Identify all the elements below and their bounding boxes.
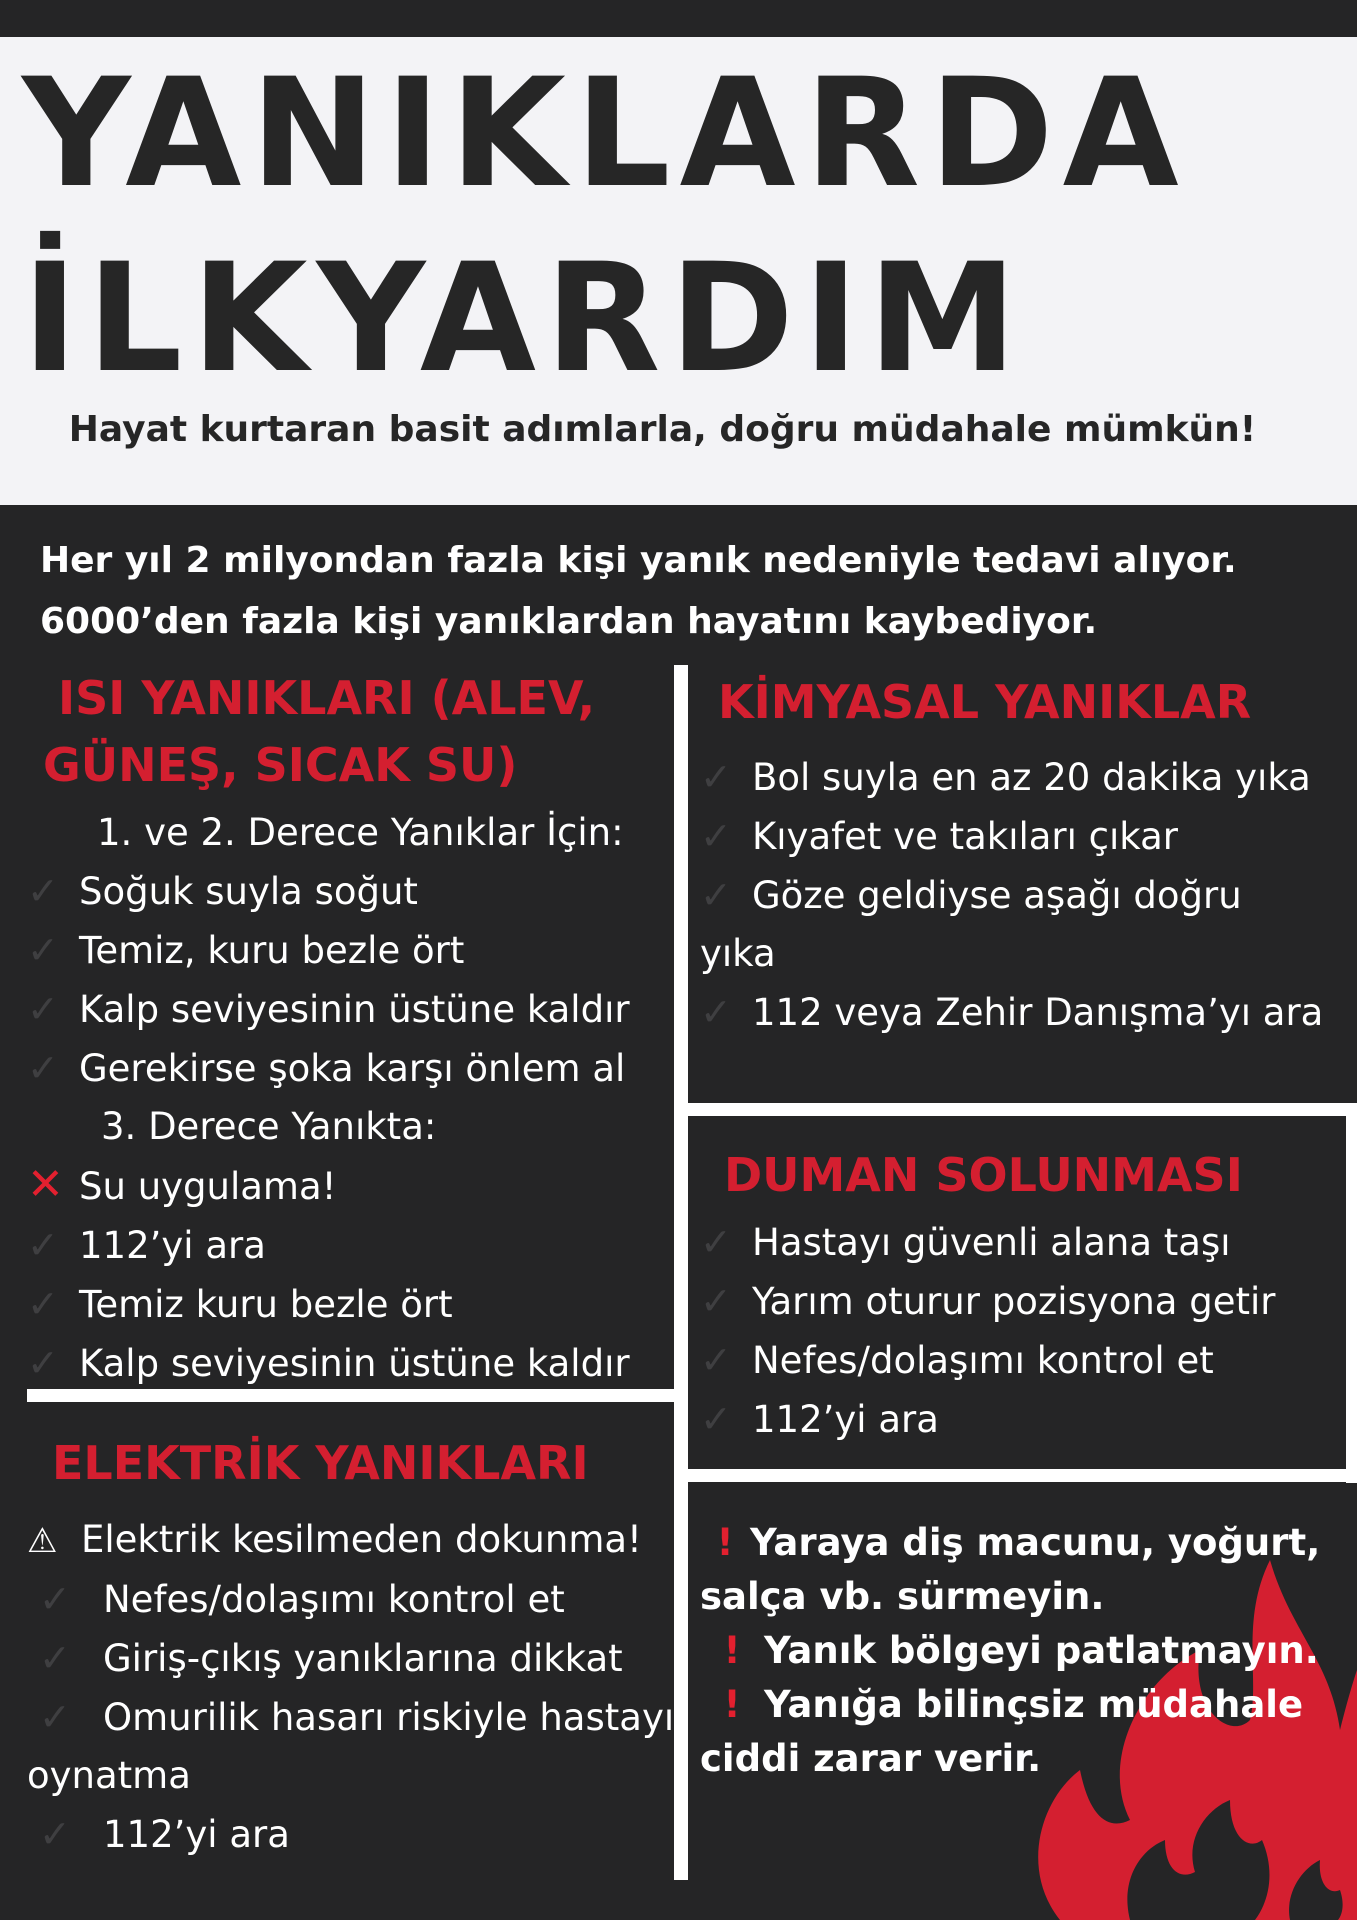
list-item: ✓ Gerekirse şoka karşı önlem al <box>27 1039 630 1098</box>
list-item: ✓ Temiz kuru bezle ört <box>27 1275 630 1334</box>
warning-line1: ! Yaraya diş macunu, yoğurt, <box>700 1516 1350 1570</box>
right-horizontal-divider-2 <box>688 1469 1357 1482</box>
list-item: ✓ 112 veya Zehir Danışma’yı ara <box>700 983 1323 1042</box>
list-item <box>27 804 630 862</box>
page-title-line2: İLKYARDIM <box>22 232 1027 406</box>
top-band <box>0 0 1357 37</box>
warning-line4: ! Yanığa bilinçsiz müdahale <box>700 1678 1350 1732</box>
list-item: ✓ Omurilik hasarı riskiyle hastayı <box>27 1688 674 1747</box>
list-item: ✓ Kıyafet ve takıları çıkar <box>700 807 1323 866</box>
warning-triangle-icon: ⚠ <box>27 1521 58 1561</box>
vertical-divider <box>674 665 688 1880</box>
exclamation-icon: ! <box>723 1629 741 1672</box>
warning-line2: salça vb. sürmeyin. <box>700 1575 1105 1618</box>
right-edge-divider <box>1346 1103 1357 1483</box>
check-icon: ✓ <box>39 1812 71 1856</box>
list-item: ✓ Göze geldiyse aşağı doğru <box>700 866 1323 925</box>
kimyasal-title: KİMYASAL YANIKLAR <box>718 675 1252 729</box>
check-icon: ✓ <box>700 814 732 858</box>
list-item: ⚠ Elektrik kesilmeden dokunma! <box>27 1511 674 1570</box>
isi-list <box>27 804 630 1393</box>
list-item: ✓ 112’yi ara <box>27 1216 630 1275</box>
check-icon: ✓ <box>27 1046 59 1090</box>
warning-line5: ciddi zarar verir. <box>700 1737 1042 1780</box>
check-icon: ✓ <box>700 1338 732 1382</box>
check-icon: ✓ <box>27 928 59 972</box>
check-icon: ✓ <box>39 1577 71 1621</box>
page-title-line1: YANIKLARDA <box>22 47 1188 221</box>
check-icon: ✓ <box>700 990 732 1034</box>
list-item: ✓ 112’yi ara <box>27 1805 674 1864</box>
check-icon: ✓ <box>700 1279 732 1323</box>
check-icon: ✓ <box>27 869 59 913</box>
check-icon: ✓ <box>27 1341 59 1385</box>
check-icon: ✓ <box>39 1636 71 1680</box>
exclamation-icon: ! <box>716 1521 734 1564</box>
warnings-block <box>700 1516 1350 1786</box>
list-item: ✓ 112’yi ara <box>700 1390 1275 1449</box>
list-item: ✓ Giriş-çıkış yanıklarına dikkat <box>27 1629 674 1688</box>
list-item: ✓ Temiz, kuru bezle ört <box>27 921 630 980</box>
isi-title-line2: GÜNEŞ, SICAK SU) <box>43 738 518 792</box>
stats-line2: 6000’den fazla kişi yanıklardan hayatını kaybediyor. <box>40 601 1098 642</box>
list-item: ✓ Yarım oturur pozisyona getir <box>700 1272 1275 1331</box>
header <box>0 37 1357 505</box>
duman-list <box>700 1213 1275 1449</box>
list-item: ✓ Hastayı güvenli alana taşı <box>700 1213 1275 1272</box>
duman-title: DUMAN SOLUNMASI <box>724 1148 1243 1202</box>
stats-line1: Her yıl 2 milyondan fazla kişi yanık nedeniyle tedavi alıyor. <box>40 540 1237 581</box>
subtitle: Hayat kurtaran basit adımlarla, doğru müdahale mümkün! <box>68 409 1257 450</box>
elektrik-list <box>27 1511 674 1864</box>
x-icon: ✕ <box>27 1159 64 1210</box>
isi-sub2: 3. Derece Yanıkta: <box>101 1105 437 1148</box>
list-item: ✓ Nefes/dolaşımı kontrol et <box>700 1331 1275 1390</box>
list-item: ✓ Bol suyla en az 20 dakika yıka <box>700 748 1323 807</box>
check-icon: ✓ <box>27 1223 59 1267</box>
check-icon: ✓ <box>700 1220 732 1264</box>
list-item <box>27 1098 630 1156</box>
check-icon: ✓ <box>700 1397 732 1441</box>
list-item: ✓ Nefes/dolaşımı kontrol et <box>27 1570 674 1629</box>
exclamation-icon: ! <box>723 1683 741 1726</box>
list-item: ✓ Kalp seviyesinin üstüne kaldır <box>27 1334 630 1393</box>
check-icon: ✓ <box>700 873 732 917</box>
check-icon: ✓ <box>27 987 59 1031</box>
check-icon: ✓ <box>27 1282 59 1326</box>
kimyasal-list <box>700 748 1323 1042</box>
isi-sub1: 1. ve 2. Derece Yanıklar İçin: <box>97 811 624 854</box>
warning-line3: ! Yanık bölgeyi patlatmayın. <box>700 1624 1350 1678</box>
check-icon: ✓ <box>39 1695 71 1739</box>
right-horizontal-divider-1 <box>688 1103 1346 1116</box>
elektrik-title: ELEKTRİK YANIKLARI <box>52 1436 589 1490</box>
list-item: oynatma <box>27 1754 191 1797</box>
list-item: yıka <box>700 932 776 975</box>
list-item: ✓ Kalp seviyesinin üstüne kaldır <box>27 980 630 1039</box>
list-item: ✓ Soğuk suyla soğut <box>27 862 630 921</box>
check-icon: ✓ <box>700 755 732 799</box>
isi-title-line1: ISI YANIKLARI (ALEV, <box>58 671 596 725</box>
stats-block <box>40 530 1237 652</box>
list-item: ✕ Su uygulama! <box>27 1156 630 1216</box>
